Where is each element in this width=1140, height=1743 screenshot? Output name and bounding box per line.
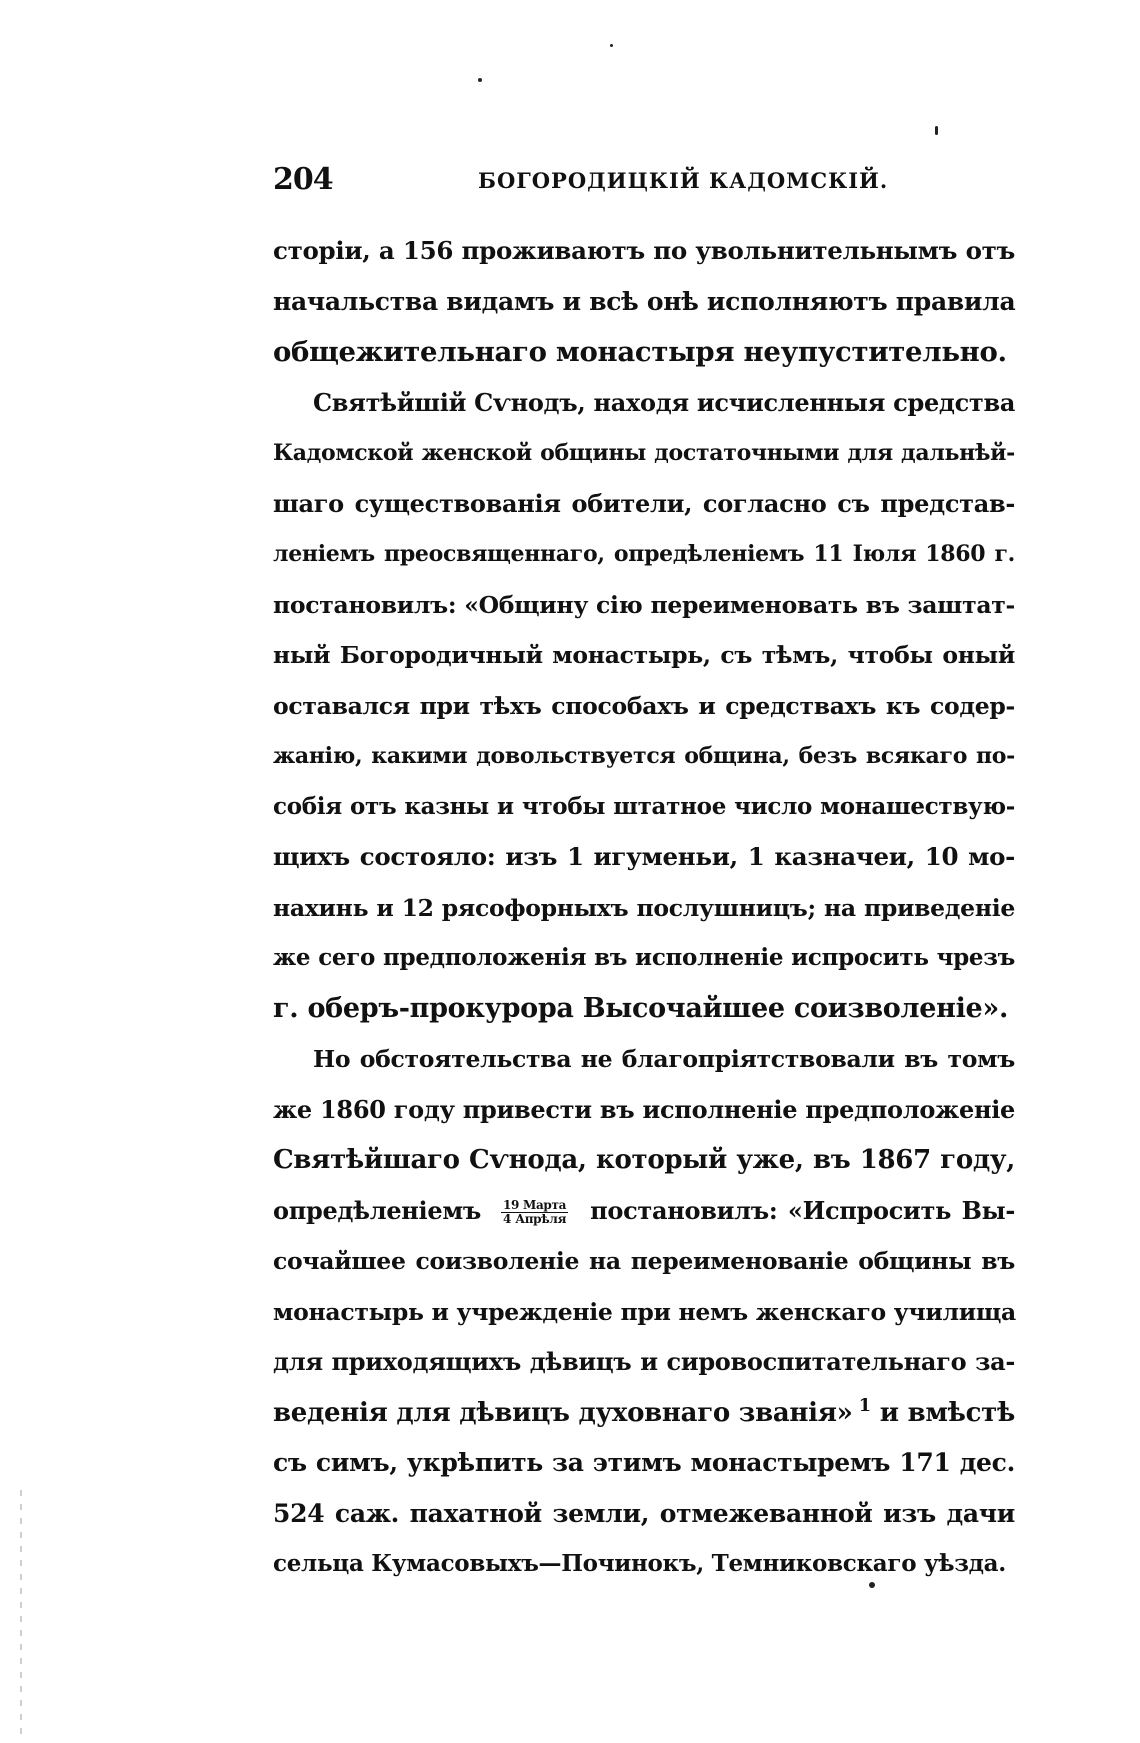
text-line: сторіи, а 156 проживаютъ по увольнительнымъ отъ	[273, 236, 1015, 265]
footnote-line-before: веденія для дѣвицъ духовнаго званія»	[273, 1397, 853, 1428]
text-line: сельца Кумасовыхъ—Починокъ, Темниковскаго уѣзда.	[273, 1550, 1006, 1577]
scan-speck	[935, 126, 938, 135]
body-text	[273, 226, 1015, 1590]
text-line: монастырь и учрежденіе при немъ женскаго училища	[273, 1297, 1016, 1326]
text-line: шаго существованія обители, согласно съ представ-	[273, 488, 1015, 518]
running-head	[273, 162, 1013, 202]
text-line-with-footnote	[273, 1388, 1015, 1439]
scan-edge-shadow	[20, 1490, 22, 1740]
text-line: Святѣйшій Сѵнодъ, находя исчисленныя средства	[313, 387, 1016, 417]
text-line: же сего предположенія въ исполненіе испросить чрезъ	[273, 944, 1015, 971]
page-number: 204	[273, 162, 333, 197]
footnote-marker: 1	[858, 1394, 871, 1416]
text-line: Но обстоятельства не благопріятствовали въ томъ	[313, 1045, 1015, 1073]
text-line: общежительнаго монастыря неупустительно.	[273, 336, 1007, 368]
date-fraction	[501, 1199, 568, 1226]
text-line: 524 саж. пахатной земли, отмежеванной изъ дачи	[273, 1498, 1015, 1528]
text-line: собія отъ казны и чтобы штатное число монашествую-	[273, 792, 1015, 820]
fraction-line-before: опредѣленіемъ	[273, 1195, 481, 1225]
running-title: БОГОРОДИЦКІЙ КАДОМСКІЙ.	[478, 168, 889, 193]
scan-speck	[610, 44, 613, 47]
text-line: леніемъ преосвященнаго, опредѣленіемъ 11 Іюля 1860 г.	[273, 541, 1015, 567]
text-line: щихъ состояло: изъ 1 игуменьи, 1 казначеи, 10 мо-	[273, 842, 1015, 871]
fraction-denominator: 4 Апрѣля	[503, 1211, 567, 1226]
footnote-line-after: и вмѣстѣ	[879, 1397, 1015, 1428]
text-line: съ симъ, укрѣпить за этимъ монастыремъ 171 дес.	[273, 1448, 1015, 1477]
text-line: жанію, какими довольствуется община, безъ всякаго по-	[273, 743, 1015, 769]
text-line: же 1860 году привести въ исполненіе предположеніе	[273, 1094, 1015, 1124]
text-line: оставался при тѣхъ способахъ и средствахъ къ содер-	[273, 691, 1015, 720]
text-line: начальства видамъ и всѣ онѣ исполняютъ правила	[273, 286, 1016, 316]
scan-speck	[869, 1582, 875, 1588]
text-line: постановилъ: «Общину сію переименовать въ заштат-	[273, 590, 1015, 619]
text-line: сочайшее соизволеніе на переименованіе общины въ	[273, 1247, 1015, 1275]
text-line: Святѣйшаго Сѵнода, который уже, въ 1867 году,	[273, 1145, 1015, 1175]
text-line: для приходящихъ дѣвицъ и сировоспитательнаго за-	[273, 1347, 1015, 1376]
text-line-with-fraction	[273, 1186, 1015, 1237]
text-line: г. оберъ-прокурора Высочайшее соизволеніе».	[273, 992, 1009, 1024]
text-line: Кадомской женской общины достаточными для дальнѣй-	[273, 440, 1015, 466]
scan-speck	[478, 78, 482, 82]
text-line: нахинь и 12 рясофорныхъ послушницъ; на приведеніе	[273, 893, 1015, 922]
fraction-line-after: постановилъ: «Испросить Вы-	[590, 1195, 1015, 1225]
fraction-numerator: 19 Марта	[503, 1197, 567, 1212]
text-line: ный Богородичный монастырь, съ тѣмъ, чтобы оный	[273, 641, 1015, 669]
